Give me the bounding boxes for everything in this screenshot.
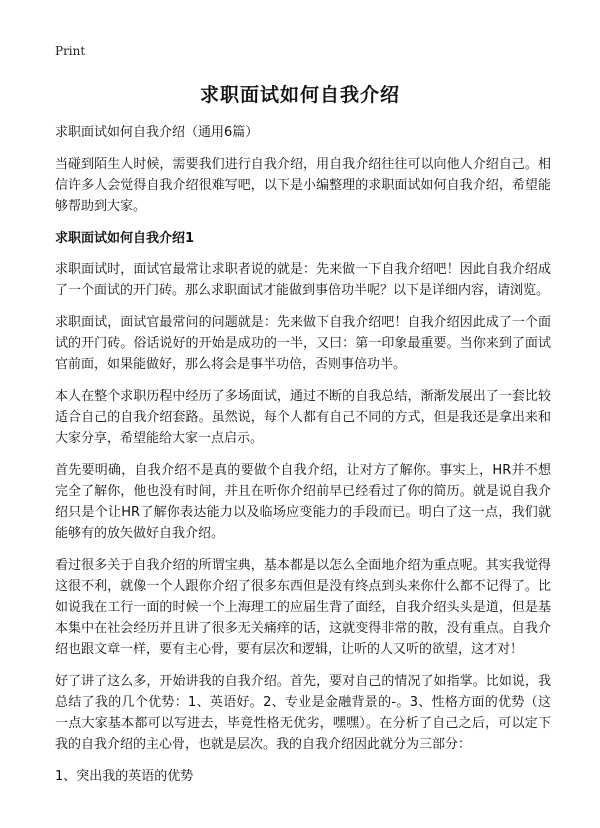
list-item: 1、突出我的英语的优势 (55, 769, 194, 784)
document-title: 求职面试如何自我介绍 (199, 84, 400, 106)
section-heading: 求职面试如何自我介绍1 (55, 231, 195, 246)
body-paragraph: 好了讲了这么多，开始讲我的自我介绍。首先，要对自己的情况了如指掌。比如说，我总结了我的几个优势：1、英语好。2、专业是金融背景的-。3、性格方面的优势（这一点大家基本都可以写进去，毕竟性格无优劣，嘿嘿）。在分析了自己之后，可以定下我的自我介绍的主心骨，也就是层次。我的自我介绍因此就分为三部分： (55, 674, 551, 752)
body-paragraph: 首先要明确，自我介绍不是真的要做个自我介绍，让对方了解你。事实上，HR并不想完全了解你，他也没有时间，并且在听你介绍前早已经看过了你的简历。就是说自我介绍只是个让HR了解你表达能力以及临场应变能力的手段而已。明白了这一点，我们就能够有的放矢做好自我介绍。 (55, 463, 551, 541)
print-label: Print (55, 44, 86, 58)
intro-paragraph: 当碰到陌生人时候，需要我们进行自我介绍，用自我介绍往往可以向他人介绍自己。相信许多人会觉得自我介绍很难写吧，以下是小编整理的求职面试如何自我介绍，希望能够帮助到大家。 (55, 157, 551, 214)
document-subtitle: 求职面试如何自我介绍（通用6篇） (55, 125, 259, 140)
body-paragraph: 求职面试时，面试官最常让求职者说的就是：先来做一下自我介绍吧！因此自我介绍成了一个面试的开门砖。那么求职面试才能做到事倍功半呢？以下是详细内容，请浏览。 (55, 262, 551, 298)
body-paragraph: 求职面试，面试官最常问的问题就是：先来做下自我介绍吧！自我介绍因此成了一个面试的开门砖。俗话说好的开始是成功的一半，又曰：第一印象最重要。当你来到了面试官前面，如果能做好，那么将会是事半功倍，否则事倍功半。 (55, 315, 551, 372)
body-paragraph: 看过很多关于自我介绍的所谓宝典，基本都是以怎么全面地介绍为重点呢。其实我觉得这很不利，就像一个人跟你介绍了很多东西但是没有终点到头来你什么都不记得了。比如说我在工行一面的时候一个上海理工的应届生背了面经，自我介绍头头是道，但是基本集中在社会经历并且讲了很多无关痛痒的话，这就变得非常的散，没有重点。自我介绍也跟文章一样，要有主心骨，要有层次和逻辑，让听的人又听的欲望，这才对！ (55, 558, 551, 657)
body-paragraph: 本人在整个求职历程中经历了多场面试，通过不断的自我总结，渐渐发展出了一套比较适合自己的自我介绍套路。虽然说，每个人都有自己不同的方式，但是我还是拿出来和大家分享，希望能给大家一点启示。 (55, 389, 551, 446)
document-body (55, 122, 551, 798)
